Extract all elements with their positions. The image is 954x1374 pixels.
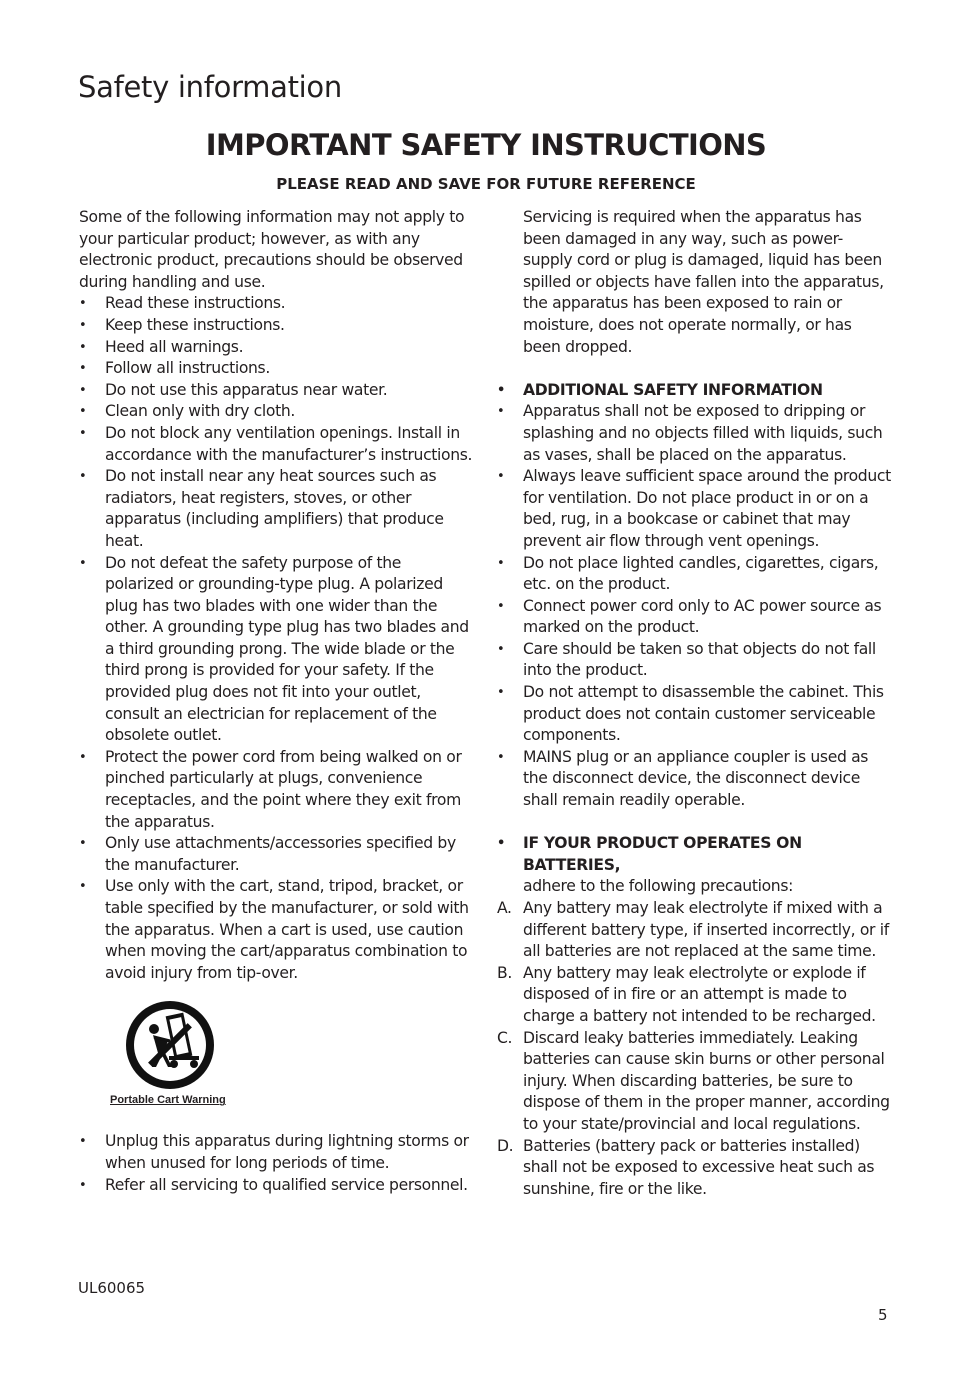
item-marker: C. bbox=[497, 1028, 513, 1047]
list-item-text: Keep these instructions. bbox=[105, 315, 285, 334]
additional-safety-list bbox=[497, 380, 892, 812]
bullet-marker: • bbox=[497, 836, 505, 852]
list-item-text: MAINS plug or an appliance coupler is used as the disconnect device, the disconnect device shall remain readily operable. bbox=[523, 747, 869, 810]
safety-list-continued bbox=[79, 1131, 474, 1196]
list-item bbox=[79, 833, 474, 876]
bullet-marker: • bbox=[79, 1134, 87, 1150]
item-marker: D. bbox=[497, 1136, 514, 1155]
list-item-text: Do not install near any heat sources such as radiators, heat registers, stoves, or other apparatus (including amplifiers) that produce heat. bbox=[105, 467, 444, 550]
portable-cart-warning-icon bbox=[124, 1001, 216, 1089]
list-item-text: Refer all servicing to qualified service personnel. bbox=[105, 1175, 468, 1194]
list-item bbox=[79, 293, 474, 315]
heading-text: IF YOUR PRODUCT OPERATES ON BATTERIES, bbox=[523, 834, 802, 874]
list-item-text: Do not place lighted candles, cigarettes, cigars, etc. on the product. bbox=[523, 553, 879, 594]
list-item-text: Any battery may leak electrolyte if mixed with a different battery type, if inserted incorrectly, or if all batteries are not replaced at the same time. bbox=[523, 899, 889, 961]
servicing-paragraph: Servicing is required when the apparatus has been damaged in any way, such as power-supply cord or plug is damaged, liquid has been spilled or objects have fallen into the apparatus, the apparatus has been exposed to rain or moisture, does not operate normally, or has been dropped. bbox=[523, 208, 884, 356]
list-item bbox=[79, 747, 474, 833]
list-item bbox=[497, 639, 892, 682]
list-item bbox=[497, 466, 892, 552]
bullet-marker: • bbox=[497, 685, 505, 701]
list-item bbox=[79, 423, 474, 466]
list-item-text: Do not defeat the safety purpose of the polarized or grounding-type plug. A polarized plug has two blades with one wider than the other. A grounding type plug has two blades and a third grounding prong. The wide blade or the third prong is provided for your safety. If the provided plug does not fit into your outlet, consult an electrician for replacement of the obsolete outlet. bbox=[105, 553, 469, 745]
list-item bbox=[497, 1028, 892, 1136]
section-title: Safety information bbox=[78, 70, 342, 104]
list-item bbox=[79, 401, 474, 423]
list-item-text: Care should be taken so that objects do not fall into the product. bbox=[523, 639, 876, 680]
battery-intro-text: adhere to the following precautions: bbox=[523, 877, 793, 896]
bullet-marker: • bbox=[497, 404, 505, 420]
bullet-marker: • bbox=[79, 404, 87, 420]
list-item-text: Apparatus shall not be exposed to dripping or splashing and no objects filled with liquids, such as vases, shall be placed on the apparatus. bbox=[523, 402, 883, 464]
bullet-marker: • bbox=[497, 469, 505, 485]
list-item-text: Do not block any ventilation openings. Install in accordance with the manufacturer’s instructions. bbox=[105, 423, 473, 464]
list-item bbox=[497, 963, 892, 1028]
list-item bbox=[79, 315, 474, 337]
list-item-text: Connect power cord only to AC power source as marked on the product. bbox=[523, 596, 882, 637]
list-item-text: Clean only with dry cloth. bbox=[105, 402, 295, 421]
bullet-marker: • bbox=[79, 317, 87, 333]
right-column bbox=[497, 207, 892, 1200]
battery-intro bbox=[497, 876, 892, 898]
list-item bbox=[79, 337, 474, 359]
list-item-text: Batteries (battery pack or batteries installed) shall not be exposed to excessive heat such as sunshine, fire or the like. bbox=[523, 1136, 875, 1198]
page-number: 5 bbox=[878, 1306, 888, 1324]
list-item-text: Use only with the cart, stand, tripod, bracket, or table specified by the manufacturer, or sold with the apparatus. When a cart is used, use caution when moving the cart/apparatus combination to avoid injury from tip-over. bbox=[105, 877, 469, 982]
bullet-marker: • bbox=[79, 339, 87, 355]
bullet-marker: • bbox=[79, 836, 87, 852]
item-marker: A. bbox=[497, 899, 512, 917]
list-item-text: Protect the power cord from being walked on or pinched particularly at plugs, convenience receptacles, and the point where they exit from the apparatus. bbox=[105, 747, 462, 831]
bullet-marker: • bbox=[79, 296, 87, 312]
battery-heading bbox=[497, 833, 892, 876]
bullet-marker: • bbox=[79, 469, 87, 485]
bullet-marker: • bbox=[497, 641, 505, 657]
list-item-text: Follow all instructions. bbox=[105, 359, 270, 378]
list-item bbox=[497, 682, 892, 747]
bullet-marker: • bbox=[497, 382, 505, 398]
list-item bbox=[79, 1175, 474, 1197]
list-item bbox=[79, 380, 474, 402]
list-item bbox=[79, 466, 474, 552]
list-item bbox=[497, 553, 892, 596]
list-item-text: Any battery may leak electrolyte or explode if disposed of in fire or an attempt is made to charge a battery not intended to be recharged. bbox=[523, 963, 876, 1025]
bullet-marker: • bbox=[79, 749, 87, 765]
list-item bbox=[79, 876, 474, 984]
bullet-marker: • bbox=[497, 555, 505, 571]
intro-paragraph: Some of the following information may not apply to your particular product; however, as with any electronic product, precautions should be observed during handling and use. bbox=[79, 208, 465, 291]
left-column bbox=[79, 207, 474, 1196]
bullet-marker: • bbox=[79, 382, 87, 398]
list-item bbox=[497, 1136, 892, 1201]
list-item bbox=[79, 1131, 474, 1174]
list-item-text: Unplug this apparatus during lightning storms or when unused for long periods of time. bbox=[105, 1132, 469, 1172]
list-item bbox=[497, 898, 892, 963]
list-item-text: Do not use this apparatus near water. bbox=[105, 380, 388, 399]
list-item-text: Read these instructions. bbox=[105, 294, 286, 313]
list-item-text: Heed all warnings. bbox=[105, 337, 244, 356]
list-item bbox=[79, 358, 474, 380]
subtitle: PLEASE READ AND SAVE FOR FUTURE REFERENCE bbox=[276, 175, 696, 193]
list-item-text: Only use attachments/accessories specified by the manufacturer. bbox=[105, 834, 456, 874]
list-item bbox=[497, 596, 892, 639]
list-item-text: Discard leaky batteries immediately. Leaking batteries can cause skin burns or other personal injury. When discarding batteries, be sure to dispose of them in the proper manner, according to your state/provincial and local regulations. bbox=[523, 1028, 890, 1133]
list-item bbox=[79, 553, 474, 747]
bullet-marker: • bbox=[79, 1177, 87, 1193]
cart-warning-figure bbox=[110, 1001, 240, 1107]
list-item bbox=[497, 747, 892, 812]
document-code: UL60065 bbox=[78, 1279, 146, 1297]
item-marker: B. bbox=[497, 963, 512, 982]
bullet-marker: • bbox=[79, 425, 87, 441]
bullet-marker: • bbox=[79, 361, 87, 377]
heading-text: ADDITIONAL SAFETY INFORMATION bbox=[523, 380, 823, 399]
list-item-text: Always leave sufficient space around the product for ventilation. Do not place product in or on a bed, rug, in a bookcase or cabinet that may prevent air flow through vent openings. bbox=[523, 467, 891, 550]
bullet-marker: • bbox=[497, 598, 505, 614]
main-title: IMPORTANT SAFETY INSTRUCTIONS bbox=[205, 128, 767, 162]
battery-list bbox=[497, 833, 892, 1200]
bullet-marker: • bbox=[79, 879, 87, 895]
additional-safety-heading bbox=[497, 380, 892, 402]
list-item-text: Do not attempt to disassemble the cabinet. This product does not contain customer serviceable components. bbox=[523, 683, 884, 745]
safety-list bbox=[79, 293, 474, 984]
bullet-marker: • bbox=[497, 749, 505, 765]
list-item bbox=[497, 401, 892, 466]
bullet-marker: • bbox=[79, 555, 87, 571]
figure-caption: Portable Cart Warning bbox=[110, 1094, 226, 1107]
